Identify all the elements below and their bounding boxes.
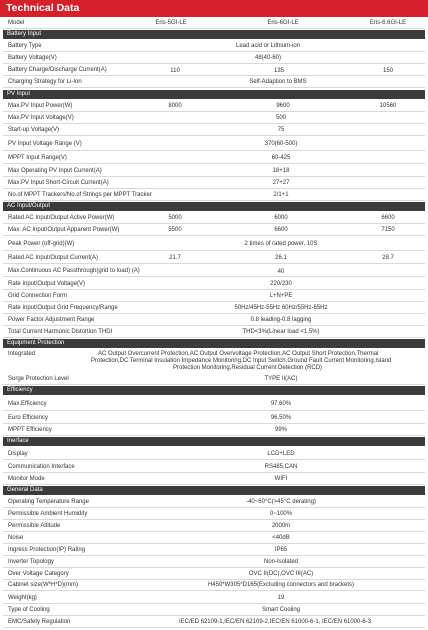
pv-range-row — [3, 136, 425, 151]
ac-pf-label: Power Factor Adjustment Range — [8, 317, 95, 323]
charge-current-1: 110 — [170, 68, 180, 74]
charge-current-label: Battery Charge/Discharge Current(A) — [8, 67, 107, 73]
ac-apparent-3: 7150 — [381, 227, 395, 233]
weight-value: 19 — [277, 595, 285, 601]
ac-voltage-row — [3, 277, 425, 290]
mppt-efficiency-label: MPPT Efficiency — [8, 427, 52, 433]
ac-peak-row — [3, 236, 425, 251]
topology-label: Inverter Topology — [8, 559, 54, 565]
ac-current-label: Rated AC Input/Output Current(A) — [8, 255, 99, 261]
pv-max-current-row — [3, 164, 425, 177]
pv-max-power-label: Max.PV Input Power(W) — [8, 103, 73, 109]
ac-current-3: 28.7 — [382, 255, 394, 261]
surge-value: TYPE II(AC) — [264, 376, 298, 382]
ac-voltage-value: 220/230 — [270, 281, 292, 287]
battery-voltage-value: 48(40-60) — [254, 55, 282, 61]
pv-max-current-value: 18+18 — [272, 168, 290, 174]
noise-value: <40dB — [272, 535, 290, 541]
section-pv-input: PV Input — [3, 90, 425, 99]
pv-short-row — [3, 177, 425, 189]
overvoltage-value: OVC II(DC),OVC III(AC) — [248, 571, 314, 577]
pv-max-power-1: 8000 — [168, 103, 182, 109]
monitor-label: Monitor Mode — [8, 476, 45, 482]
ac-active-label: Rated AC Input/Output Active Power(W) — [8, 215, 115, 221]
pv-startup-row — [3, 124, 425, 136]
mppt-range-row — [3, 151, 425, 164]
ip-row — [3, 544, 425, 556]
noise-row — [3, 532, 425, 544]
ac-apparent-2: 6600 — [274, 227, 288, 233]
ac-thd-value: THD<3%(Linear load <1.5%) — [242, 329, 320, 335]
mppt-range-value: 60-425 — [271, 155, 291, 161]
pv-startup-value: 75 — [277, 127, 285, 133]
weight-label: Weight(kg) — [8, 595, 37, 601]
mppt-range-label: MPPT Input Range(V) — [8, 155, 67, 161]
comm-label: Communication Interface — [8, 464, 75, 470]
mppt-efficiency-row — [3, 424, 425, 436]
pv-max-power-2: 9600 — [276, 103, 290, 109]
pv-short-value: 27+27 — [272, 180, 290, 186]
topology-value: Non-Isolated — [263, 559, 299, 565]
size-label: Cabinet size(W*H*D)(mm) — [8, 582, 79, 588]
max-efficiency-label: Max.Efficiency — [8, 401, 47, 407]
ac-current-2: 26.1 — [275, 255, 287, 261]
ac-passthrough-row — [3, 264, 425, 277]
ip-value: IP65 — [274, 547, 288, 553]
pv-startup-label: Start-up Voltage(V) — [8, 127, 60, 133]
ac-active-3: 6600 — [381, 215, 395, 221]
ac-thd-label: Total Current Harmonic Distortion THDI — [8, 329, 113, 335]
model-3: Eris-6.6GI-LE — [369, 20, 407, 26]
section-efficiency: Efficiency — [3, 386, 425, 395]
noise-label: Noise — [8, 535, 24, 541]
pv-max-voltage-label: Max.PV Input Voltage(V) — [8, 115, 74, 121]
ac-active-1: 5000 — [168, 215, 182, 221]
ac-active-2: 6000 — [274, 215, 288, 221]
euro-efficiency-label: Euro Efficiency — [8, 415, 48, 421]
pv-max-power-row — [3, 100, 425, 112]
mppt-trackers-row — [3, 189, 425, 201]
ac-apparent-label: Max. AC Input/Output Apparent Power(W) — [8, 227, 120, 233]
humidity-row — [3, 508, 425, 520]
temp-value: -40~60°C(>45°C derating) — [246, 499, 316, 505]
model-row — [3, 17, 425, 29]
display-row — [3, 447, 425, 460]
charge-current-3: 150 — [382, 68, 394, 74]
pv-range-value: 370(60-500) — [264, 141, 298, 147]
ac-peak-value: 2 times of rated power, 10S — [244, 241, 318, 247]
pv-max-power-3: 10560 — [379, 103, 397, 109]
comm-value: RS485,CAN — [264, 464, 298, 470]
surge-label: Surge Protection Level — [8, 376, 69, 382]
protection-line-1: AC Output Overcurrent Protection,AC Output Overvoltage Protection,AC Output Short Protection,Thermal — [98, 351, 379, 357]
emc-row — [3, 616, 425, 628]
pv-max-voltage-row — [3, 112, 425, 124]
temp-row — [3, 496, 425, 508]
pv-max-current-label: Max Operating PV Input Current(A) — [8, 168, 102, 174]
euro-efficiency-row — [3, 411, 425, 424]
pv-range-label: PV Input Voltage Range (V) — [8, 141, 82, 147]
ac-pf-row — [3, 314, 425, 326]
battery-voltage-label: Battery Voltage(V) — [8, 55, 57, 61]
cooling-value: Smart Cooling — [261, 607, 301, 613]
altitude-row — [3, 520, 425, 532]
ac-active-row — [3, 212, 425, 224]
temp-label: Operating Temperature Range — [8, 499, 89, 505]
monitor-row — [3, 473, 425, 485]
comm-row — [3, 460, 425, 473]
ac-voltage-label: Rate Input/Output Voltage(V) — [8, 281, 86, 287]
topology-row — [3, 556, 425, 568]
protection-line-3: Protection Monitoring,Residual Current Detection (RCD) — [173, 365, 323, 371]
battery-type-value: Lead acid or Lithium-ion — [235, 43, 301, 49]
model-label: Model — [8, 20, 25, 26]
humidity-value: 0~100% — [269, 511, 293, 517]
overvoltage-row — [3, 568, 425, 580]
pv-short-label: Max.PV Input Short-Circuit Current(A) — [8, 180, 109, 186]
page-title: Technical Data — [0, 0, 428, 17]
ac-frequency-label: Rate Input/Output Grid Frequency/Range — [8, 305, 118, 311]
max-efficiency-value: 97.60% — [270, 401, 292, 407]
ac-apparent-1: 5500 — [168, 227, 182, 233]
charge-strategy-label: Charging Strategy for Li-Ion — [8, 79, 82, 85]
ac-passthrough-label: Max.Continuous AC Passthrough(grid to load) (A) — [8, 268, 140, 274]
model-2: Eris-6GI-LE — [267, 20, 299, 26]
humidity-label: Permissible Ambient Humidity — [8, 511, 88, 517]
size-value: H450*W305*D165(Excluding connectors and brackets) — [207, 582, 355, 588]
weight-row — [3, 591, 425, 604]
section-battery-input: Battery Input — [3, 30, 425, 39]
battery-type-label: Battery Type — [8, 43, 42, 49]
battery-type-row — [3, 40, 425, 52]
ac-peak-label: Peak Power (off-grid)(W) — [8, 241, 75, 247]
model-1: Eris-5GI-LE — [155, 20, 187, 26]
mppt-trackers-value: 2/1+1 — [273, 192, 289, 198]
display-label: Display — [8, 451, 28, 457]
charge-current-2: 135 — [273, 68, 285, 74]
ac-connection-value: L+N+PE — [269, 293, 293, 299]
charge-current-row — [3, 64, 425, 76]
ac-passthrough-value: 40 — [277, 269, 285, 275]
ac-frequency-row — [3, 302, 425, 314]
cooling-row — [3, 604, 425, 616]
section-general: General Data — [3, 486, 425, 495]
section-ac: AC Input/Output — [3, 202, 425, 211]
mppt-trackers-label: No.of MPPT Trackers/No.of Strings per MPPT Tracker — [8, 192, 152, 198]
mppt-efficiency-value: 99% — [274, 427, 288, 433]
ac-thd-row — [3, 326, 425, 338]
ac-frequency-value: 50Hz/45Hz-55Hz 60Hz/55Hz-65Hz — [234, 305, 328, 311]
surge-row — [3, 373, 425, 385]
ip-label: Ingress Protection(IP) Rating — [8, 547, 86, 553]
max-efficiency-row — [3, 396, 425, 411]
emc-value: IEC/ED 62109-1,IEC/EN 62109-2,IEC/EN 61000-6-1, IEC/EN 61000-6-3 — [178, 619, 372, 625]
protection-integrated-label: Integrated — [8, 351, 36, 357]
ac-connection-row — [3, 290, 425, 302]
size-row — [3, 580, 425, 591]
protection-line-2: Protection,DC Terminal Insulation Impedance Monitoring,DC Input Switch,Ground Fault Current Monitoring,Island — [91, 358, 392, 364]
charge-strategy-row — [3, 76, 425, 88]
ac-connection-label: Grid Connection Form — [8, 293, 68, 299]
section-interface: Inerface — [3, 437, 425, 446]
charge-strategy-value: Self-Adaption to BMS — [249, 79, 307, 85]
pv-max-voltage-value: 500 — [275, 115, 287, 121]
battery-voltage-row — [3, 52, 425, 64]
ac-pf-value: 0.8 leading-0.8 lagging — [250, 317, 312, 323]
ac-apparent-row — [3, 224, 425, 236]
monitor-value: WIFI — [274, 476, 288, 482]
ac-current-row — [3, 251, 425, 264]
display-value: LCD+LED — [267, 451, 295, 457]
cooling-label: Type of Cooling — [8, 607, 50, 613]
overvoltage-label: Over Voltage Category — [8, 571, 69, 577]
altitude-label: Permissible Altitude — [8, 523, 61, 529]
protection-integrated-row — [3, 349, 425, 373]
euro-efficiency-value: 96.50% — [270, 415, 292, 421]
ac-current-1: 21.7 — [169, 255, 181, 261]
altitude-value: 2000m — [271, 523, 291, 529]
emc-label: EMC/Safety Regulation — [8, 619, 71, 625]
section-protection: Equipment Protection — [3, 339, 425, 348]
